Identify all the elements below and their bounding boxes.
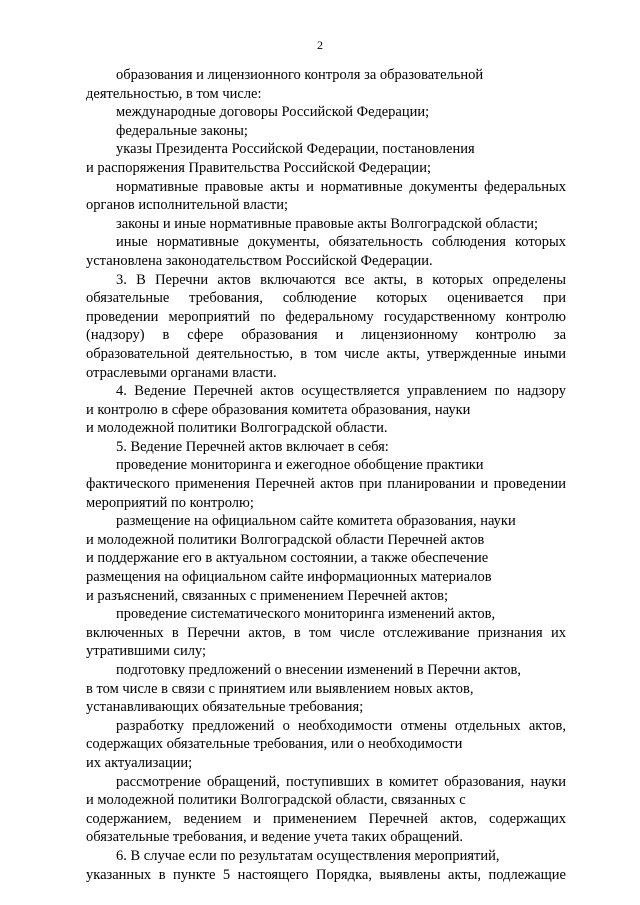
text-line: мероприятий по контролю; (86, 494, 254, 511)
text-line: обязательные требования, соблюдение которых оценивается при (86, 290, 566, 307)
page-number: 2 (317, 38, 323, 52)
text-line: размещения на официальном сайте информационных материалов (86, 569, 492, 586)
text-line: содержанием, ведением и применением Перечней актов, содержащих (86, 810, 566, 827)
text-line: и поддержание его в актуальном состоянии, а также обеспечение (86, 550, 489, 567)
text-line: иные нормативные документы, обязательность соблюдения которых (116, 234, 566, 251)
text-line: 6. В случае если по результатам осуществления мероприятий, (116, 847, 500, 864)
text-line: федеральные законы; (116, 122, 248, 139)
text-line: подготовку предложений о внесении изменений в Перечни актов, (116, 662, 522, 678)
text-line: законы и иные нормативные правовые акты Волгоградской области; (116, 215, 539, 232)
text-line: размещение на официальном сайте комитета образования, науки (116, 513, 516, 530)
text-line: обязательные требования, и ведение учета таких обращений. (86, 829, 464, 846)
text-line: в том числе в связи с принятием или выявлением новых актов, (86, 680, 474, 697)
text-line: органов исполнительной власти; (86, 197, 289, 214)
text-line: указанных в пункте 5 настоящего Порядка, выявлены акты, подлежащие (86, 866, 566, 883)
text-line: 4. Ведение Перечней актов осуществляется управлением по надзору (116, 383, 566, 400)
text-line: установлена законодательством Российской Федерации. (86, 252, 433, 269)
text-line: содержащих обязательные требования, или о необходимости (86, 736, 463, 753)
text-line: образования и лицензионного контроля за образовательной (116, 67, 484, 83)
text-line: нормативные правовые акты и нормативные документы федеральных (116, 178, 566, 195)
text-line: их актуализации; (86, 754, 193, 771)
text-line: и контролю в сфере образования комитета образования, науки (86, 401, 471, 418)
text-line: включенных в Перечни актов, в том числе отслеживание признания их (86, 624, 566, 641)
text-line: проведении мероприятий по федеральному государственному контролю (86, 308, 566, 325)
text-line: и молодежной политики Волгоградской области Перечней актов (86, 531, 485, 548)
text-line: международные договоры Российской Федерации; (116, 104, 430, 121)
text-line: и разъяснений, связанных с применением Перечней актов; (86, 587, 448, 604)
text-line: 3. В Перечни актов включаются все акты, в которых определены (116, 271, 566, 288)
text-line: разработку предложений о необходимости отмены отдельных актов, (116, 717, 566, 734)
text-line: деятельностью, в том числе: (86, 85, 262, 102)
text-line: указы Президента Российской Федерации, постановления (116, 141, 475, 158)
document-body (86, 66, 566, 884)
text-line: проведение мониторинга и ежегодное обобщение практики (116, 457, 484, 474)
text-line: утратившими силу; (86, 643, 207, 660)
text-line: и распоряжения Правительства Российской Федерации; (86, 159, 431, 176)
text-line: фактического применения Перечней актов при планировании и проведении (86, 476, 566, 493)
text-line: устанавливающих обязательные требования; (86, 699, 364, 716)
text-line: и молодежной политики Волгоградской области, связанных с (86, 792, 466, 809)
text-line: проведение систематического мониторинга изменений актов, (116, 606, 496, 623)
text-line: отраслевыми органами власти. (86, 364, 277, 381)
text-line: образовательной деятельностью, в том числе акты, утвержденные иными (86, 345, 566, 362)
text-line: 5. Ведение Перечней актов включает в себя: (116, 438, 389, 455)
text-line: рассмотрение обращений, поступивших в комитет образования, науки (116, 773, 566, 790)
text-line: (надзору) в сфере образования и лицензионному контролю за (86, 327, 566, 344)
text-line: и молодежной политики Волгоградской области. (86, 420, 388, 437)
